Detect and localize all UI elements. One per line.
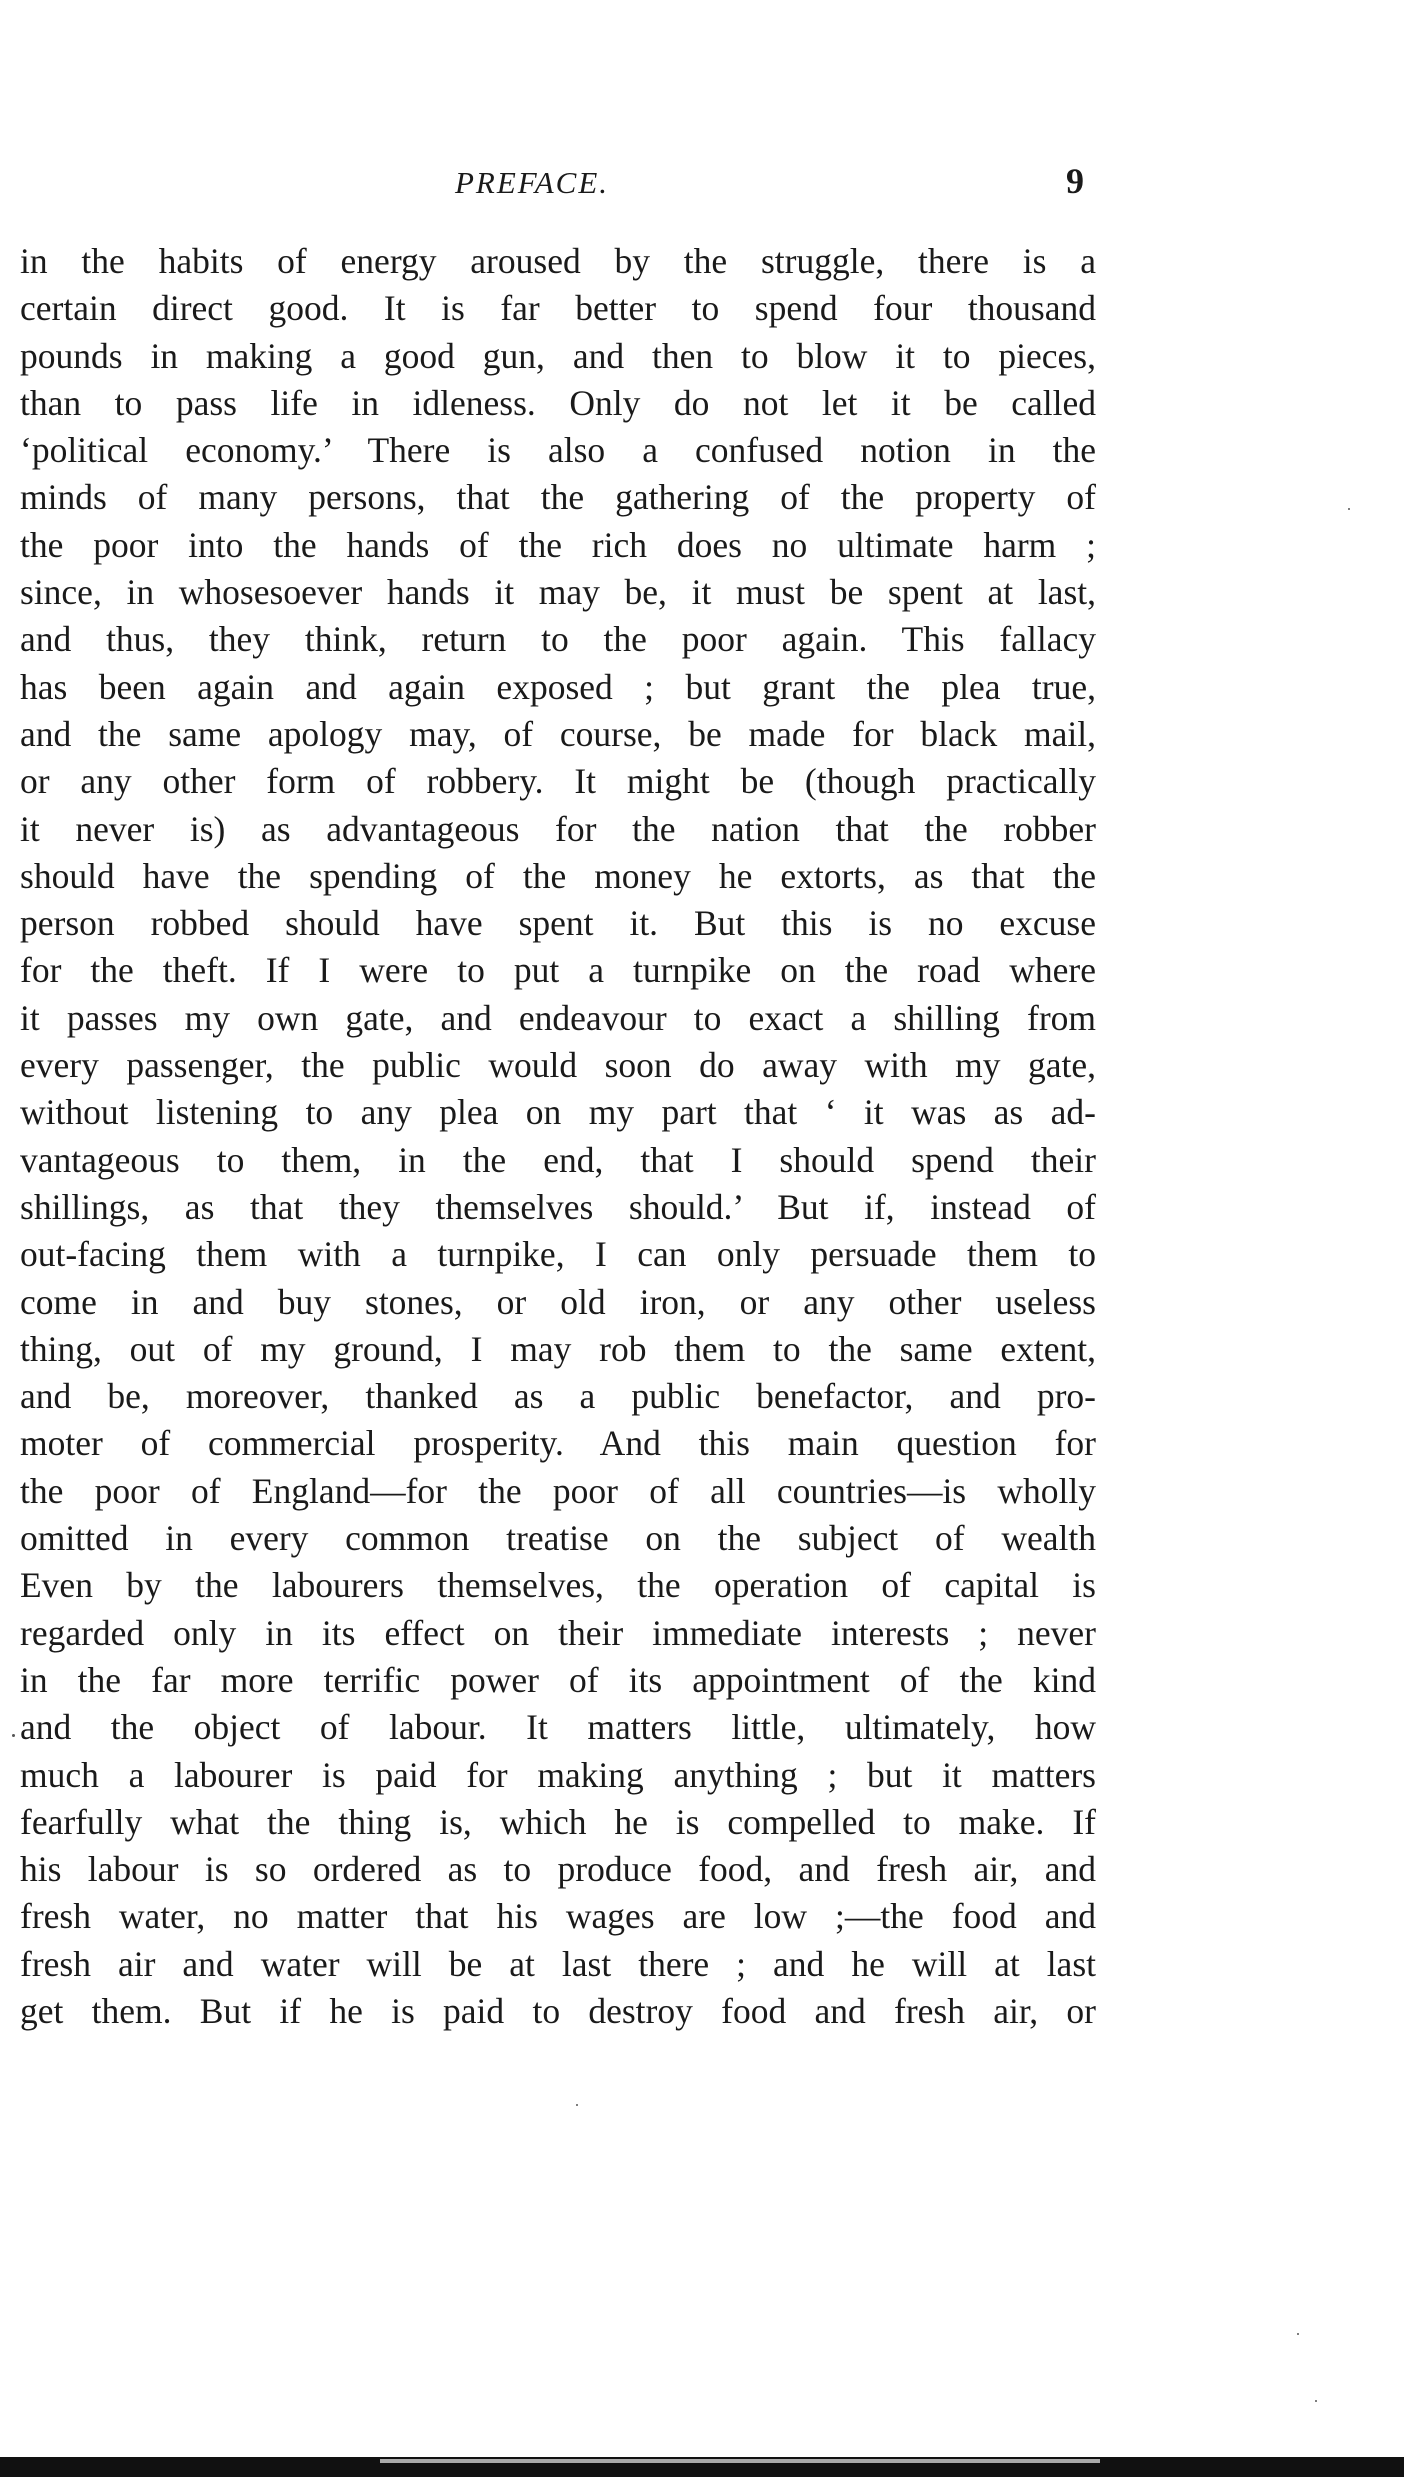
text-line: Even by the labourers themselves, the operation of capital is [20, 1565, 1096, 1606]
body-text [20, 238, 1096, 2035]
text-line: in the far more terrific power of its appointment of the kind [20, 1659, 1096, 1700]
scan-speck [1315, 2400, 1317, 2402]
text-line: the poor of England—for the poor of all countries—is wholly [20, 1470, 1096, 1511]
text-line: fearfully what the thing is, which he is compelled to make. If [20, 1801, 1096, 1842]
text-line: than to pass life in idleness. Only do not let it be called [20, 382, 1096, 423]
text-line: in the habits of energy aroused by the struggle, there is a [20, 241, 1096, 281]
text-line: certain direct good. It is far better to spend four thousand [20, 288, 1096, 329]
text-line: it never is) as advantageous for the nation that the robber [20, 808, 1096, 849]
text-line: the poor into the hands of the rich does no ultimate harm ; [20, 524, 1096, 565]
text-line: person robbed should have spent it. But this is no excuse [20, 903, 1096, 944]
text-line: for the theft. If I were to put a turnpike on the road where [20, 950, 1096, 991]
running-head [0, 158, 1404, 208]
scan-speck [576, 2104, 578, 2106]
text-line: without listening to any plea on my part that ‘ it was as ad- [20, 1092, 1096, 1133]
text-line: come in and buy stones, or old iron, or any other useless [20, 1281, 1096, 1322]
text-line: shillings, as that they themselves should.’ But if, instead of [20, 1186, 1096, 1227]
text-line: and the object of labour. It matters little, ultimately, how [20, 1707, 1096, 1748]
text-line: moter of commercial prosperity. And this main question for [20, 1423, 1096, 1464]
scan-speck [12, 1734, 15, 1737]
text-line: it passes my own gate, and endeavour to exact a shilling from [20, 997, 1096, 1038]
text-line: regarded only in its effect on their immediate interests ; never [20, 1612, 1096, 1653]
running-title: PREFACE. [455, 165, 610, 200]
text-line: minds of many persons, that the gathering of the property of [20, 477, 1096, 518]
text-line: or any other form of robbery. It might be (though practically [20, 761, 1096, 802]
text-line: his labour is so ordered as to produce food, and fresh air, and [20, 1849, 1096, 1890]
text-line: since, in whosesoever hands it may be, it must be spent at last, [20, 572, 1096, 613]
text-line: and thus, they think, return to the poor again. This fallacy [20, 619, 1096, 660]
text-line: ‘political economy.’ There is also a confused notion in the [20, 430, 1096, 471]
scan-speck [1348, 508, 1350, 510]
text-line: should have the spending of the money he extorts, as that the [20, 855, 1096, 896]
text-line: every passenger, the public would soon do away with my gate, [20, 1045, 1096, 1086]
text-line: fresh air and water will be at last there ; and he will at last [20, 1943, 1096, 1984]
text-line: out-facing them with a turnpike, I can only persuade them to [20, 1234, 1096, 1275]
text-line: vantageous to them, in the end, that I should spend their [20, 1139, 1096, 1180]
text-line: much a labourer is paid for making anything ; but it matters [20, 1754, 1096, 1795]
scan-edge-highlight [380, 2459, 1100, 2463]
text-line: and be, moreover, thanked as a public benefactor, and pro- [20, 1376, 1096, 1417]
text-line: pounds in making a good gun, and then to blow it to pieces, [20, 335, 1096, 376]
text-line: fresh water, no matter that his wages are low ;—the food and [20, 1896, 1096, 1937]
text-line: get them. But if he is paid to destroy food and fresh air, or [20, 1990, 1096, 2031]
text-line: thing, out of my ground, I may rob them to the same extent, [20, 1328, 1096, 1369]
text-line: omitted in every common treatise on the subject of wealth [20, 1518, 1096, 1559]
text-line: has been again and again exposed ; but grant the plea true, [20, 666, 1096, 707]
page-number: 9 [1066, 161, 1084, 201]
text-line: and the same apology may, of course, be made for black mail, [20, 713, 1096, 754]
scan-speck [1297, 2333, 1299, 2335]
